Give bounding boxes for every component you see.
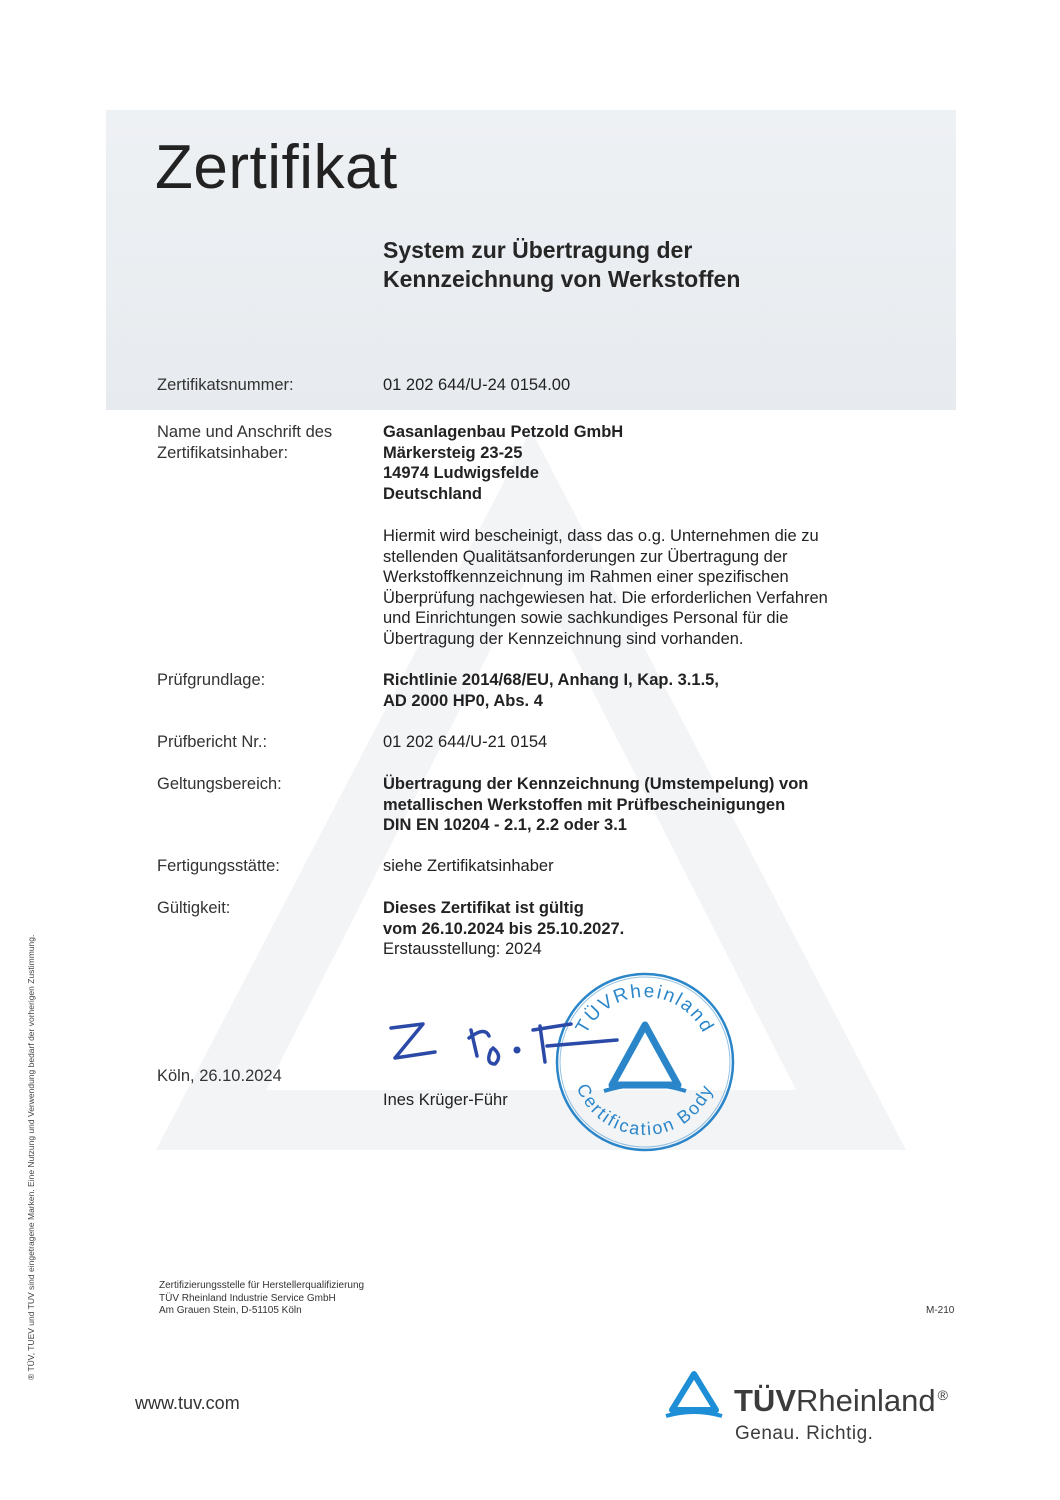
brand-mark: ® <box>937 1387 948 1403</box>
scope-label: Geltungsbereich: <box>157 775 282 793</box>
scope-line: Übertragung der Kennzeichnung (Umstempelung) von <box>383 775 809 793</box>
place-date: Köln, 26.10.2024 <box>157 1067 282 1085</box>
holder-label-line: Name und Anschrift des <box>157 423 333 441</box>
holder-address <box>383 422 623 504</box>
subtitle-line: System zur Übertragung der <box>383 237 693 263</box>
statement-line: Werkstoffkennzeichnung im Rahmen einer spezifischen <box>383 568 789 586</box>
scope-line: DIN EN 10204 - 2.1, 2.2 oder 3.1 <box>383 816 627 834</box>
stamp-bottom-text: Certification Body <box>572 1080 718 1140</box>
website-link[interactable]: www.tuv.com <box>135 1393 240 1413</box>
issuer-details <box>159 1280 364 1318</box>
subtitle-line: Kennzeichnung von Werkstoffen <box>383 266 741 292</box>
holder-city: 14974 Ludwigsfelde <box>383 464 539 482</box>
holder-label <box>157 422 332 464</box>
scope-value <box>383 774 808 836</box>
issuer-line: TÜV Rheinland Industrie Service GmbH <box>159 1292 336 1304</box>
statement-line: Überprüfung nachgewiesen hat. Die erforderlichen Verfahren <box>383 588 828 607</box>
trademark-note: ® TÜV, TUEV und TUV sind eingetragene Marken. Eine Nutzung und Verwendung bedarf der vorherigen Zustimmung. <box>26 934 36 1380</box>
statement-line: und Einrichtungen sowie sachkundiges Personal für die <box>383 609 789 627</box>
holder-label-line: Zertifikatsinhaber: <box>157 444 289 462</box>
certificate-number-value: 01 202 644/U-24 0154.00 <box>383 376 571 394</box>
test-basis-label: Prüfgrundlage: <box>157 671 266 689</box>
brand-slogan: Genau. Richtig. <box>735 1423 874 1444</box>
statement-line: stellenden Qualitätsanforderungen zur Übertragung der <box>383 547 788 566</box>
issuer-line: Zertifizierungsstelle für Herstellerqualifizierung <box>159 1280 365 1291</box>
validity-label: Gültigkeit: <box>157 899 231 917</box>
first-issue: Erstausstellung: 2024 <box>383 940 542 958</box>
scope-line: metallischen Werkstoffen mit Prüfbescheinigungen <box>383 795 786 814</box>
issuer-line: Am Grauen Stein, D-51105 Köln <box>159 1305 302 1316</box>
validity-line: vom 26.10.2024 bis 25.10.2027. <box>383 919 625 938</box>
statement-line: Übertragung der Kennzeichnung sind vorhanden. <box>383 629 744 648</box>
certificate-number-label: Zertifikatsnummer: <box>157 376 294 394</box>
certificate-subtitle <box>383 236 740 294</box>
certification-statement <box>383 526 883 649</box>
handwritten-signature <box>385 1012 635 1082</box>
holder-country: Deutschland <box>383 484 483 503</box>
test-basis-line: AD 2000 HP0, Abs. 4 <box>383 691 543 710</box>
certificate-title: Zertifikat <box>155 133 398 202</box>
signer-name: Ines Krüger-Führ <box>383 1091 508 1109</box>
statement-line: Hiermit wird bescheinigt, dass das o.g. Unternehmen die zu <box>383 527 819 545</box>
validity-line: Dieses Zertifikat ist gültig <box>383 899 584 917</box>
brand-bold: TÜV <box>734 1383 796 1418</box>
test-report-value: 01 202 644/U-21 0154 <box>383 733 548 751</box>
holder-street: Märkersteig 23-25 <box>383 443 523 462</box>
tuv-logo-icon <box>664 1368 724 1424</box>
production-site-value: siehe Zertifikatsinhaber <box>383 857 554 875</box>
test-report-label: Prüfbericht Nr.: <box>157 733 268 751</box>
test-basis-line: Richtlinie 2014/68/EU, Anhang I, Kap. 3.1.5, <box>383 671 719 689</box>
document-code: M-210 <box>926 1305 955 1316</box>
production-site-label: Fertigungsstätte: <box>157 857 280 875</box>
stamp-top-text: TÜVRheinland <box>571 980 719 1038</box>
brand-name <box>734 1383 948 1419</box>
validity-value <box>383 898 624 960</box>
test-basis-value <box>383 670 719 711</box>
brand-regular: Rheinland <box>796 1383 936 1418</box>
holder-name: Gasanlagenbau Petzold GmbH <box>383 423 624 441</box>
